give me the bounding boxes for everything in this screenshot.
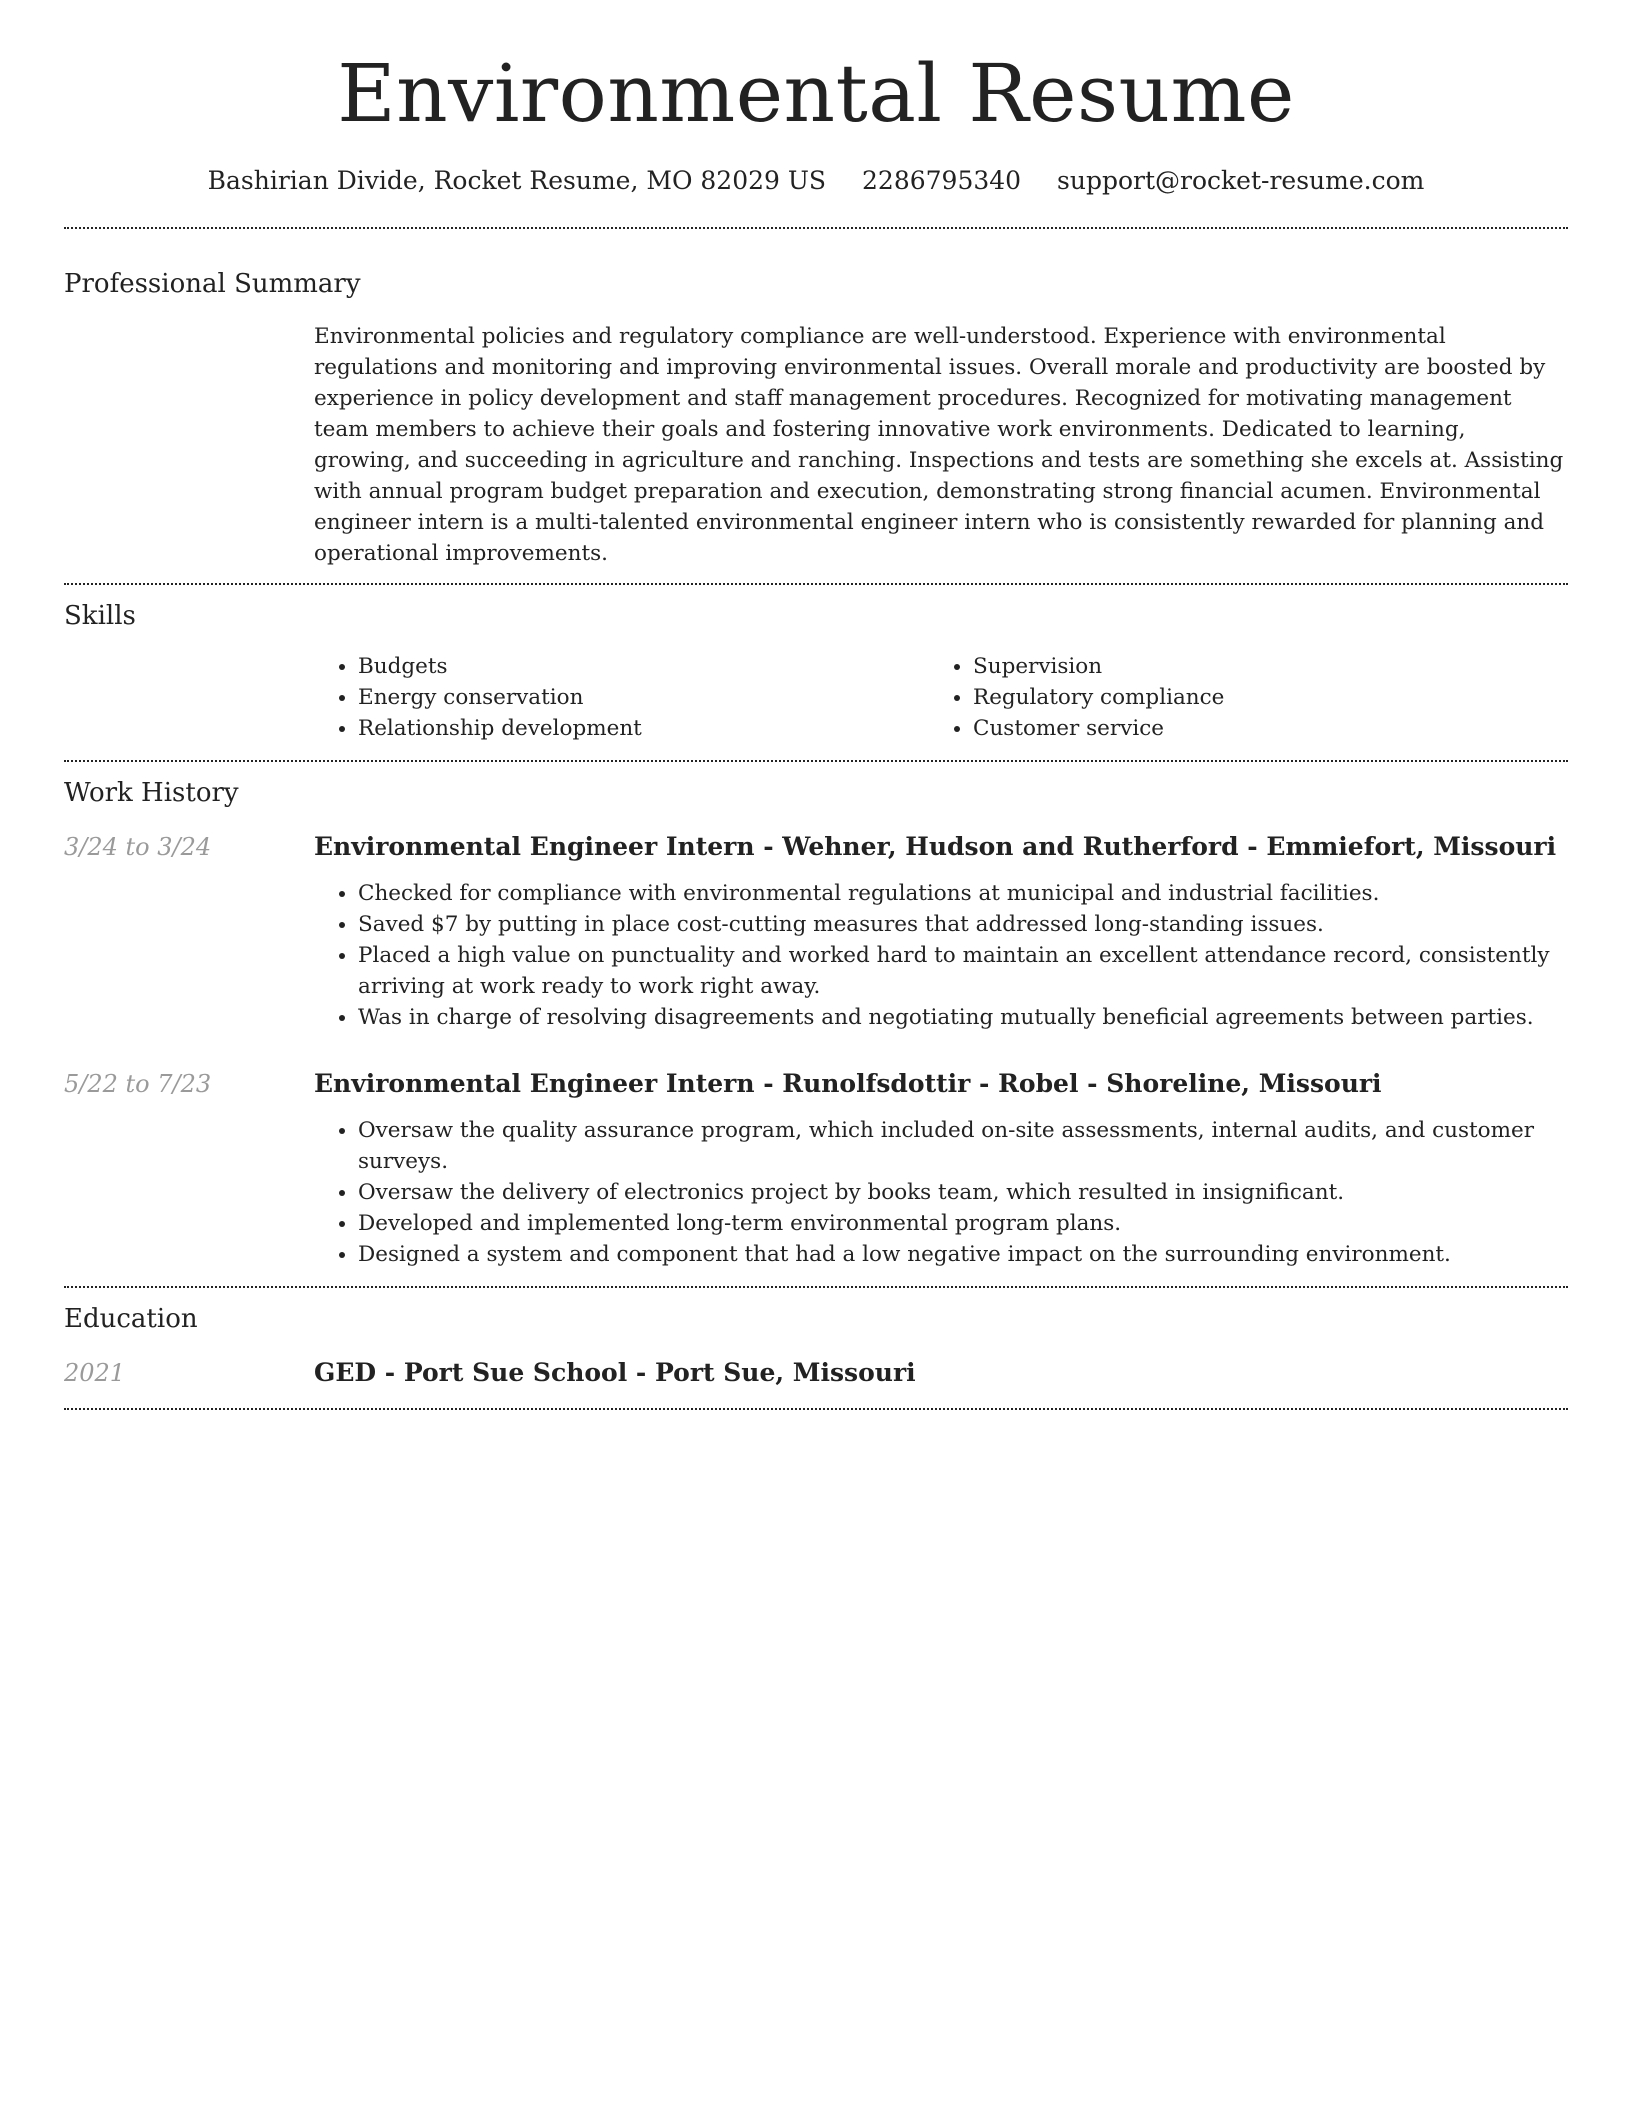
education-degree: GED - Port Sue School - Port Sue, Missouri [314,1358,916,1387]
contact-email: support@rocket-resume.com [1057,166,1425,195]
work-section [64,762,1568,1286]
divider [64,1408,1568,1410]
skill-item: • Relationship development [358,713,929,744]
skill-item: • Energy conservation [358,682,929,713]
summary-row [64,299,1568,583]
skills-list-right [929,651,1544,744]
skill-item: • Regulatory compliance [973,682,1544,713]
section-title-work: Work History [64,778,239,808]
summary-content [314,299,1568,583]
section-title-education: Education [64,1304,198,1334]
section-title-summary: Professional Summary [64,269,361,299]
job-title: Environmental Engineer Intern - Wehner, Hudson and Rutherford - Emmiefort, Missouri [314,832,1557,861]
summary-section [64,229,1568,583]
job-bullet: • Saved $7 by putting in place cost-cutting measures that addressed long-standing issues. [358,909,1568,940]
job-bullets [314,878,1568,1033]
job-content [314,830,1568,1033]
contact-line [64,166,1568,195]
summary-text: Environmental policies and regulatory compliance are well-understood. Experience with environmental regulations and monitoring and improving environmental issues. Overall morale and productivity are boosted by experience in policy development and staff management procedures. Recognized for motivating management team members to achieve their goals and fostering innovative work environments. Dedicated to learning, growing, and succeeding in agriculture and ranching. Inspections and tests are something she excels at. Assisting with annual program budget preparation and execution, demonstrating strong financial acumen. Environmental engineer intern is a multi-talented environmental engineer intern who is consistently rewarded for planning and operational improvements. [314,324,1564,566]
job-bullets [314,1115,1568,1270]
education-section [64,1288,1568,1390]
skills-columns [314,651,1568,744]
skill-item: • Budgets [358,651,929,682]
job-bullet: • Placed a high value on punctuality and worked hard to maintain an excellent attendance record, consistently arriving at work ready to work right away. [358,940,1568,1002]
skill-item: • Supervision [973,651,1544,682]
job-dates: 3/24 to 3/24 [64,833,212,861]
job-dates: 5/22 to 7/23 [64,1070,212,1098]
job-content [314,1067,1568,1270]
resume-header [64,0,1568,195]
job-bullet: • Designed a system and component that had a low negative impact on the surrounding environment. [358,1239,1568,1270]
job-title: Environmental Engineer Intern - Runolfsdottir - Robel - Shoreline, Missouri [314,1069,1382,1098]
education-content [314,1356,1568,1390]
resume-title: Environmental Resume [337,47,1295,140]
skills-section [64,585,1568,760]
education-entry [64,1356,1568,1390]
job-bullet: • Oversaw the quality assurance program, which included on-site assessments, internal audits, and customer surveys. [358,1115,1568,1177]
contact-phone: 2286795340 [862,166,1022,195]
skill-item: • Customer service [973,713,1544,744]
skills-content [314,631,1568,760]
section-title-skills: Skills [64,601,136,631]
job-entry [64,830,1568,1033]
job-bullet: • Developed and implemented long-term environmental program plans. [358,1208,1568,1239]
job-bullet: • Checked for compliance with environmental regulations at municipal and industrial facilities. [358,878,1568,909]
education-year: 2021 [64,1359,126,1387]
skills-row [64,631,1568,760]
job-bullet: • Oversaw the delivery of electronics project by books team, which resulted in insignificant. [358,1177,1568,1208]
skills-list-left [314,651,929,744]
work-spacer [64,1270,1568,1286]
contact-address: Bashirian Divide, Rocket Resume, MO 82029 US [207,166,827,195]
job-entry [64,1067,1568,1270]
job-bullet: • Was in charge of resolving disagreements and negotiating mutually beneficial agreements between parties. [358,1002,1568,1033]
